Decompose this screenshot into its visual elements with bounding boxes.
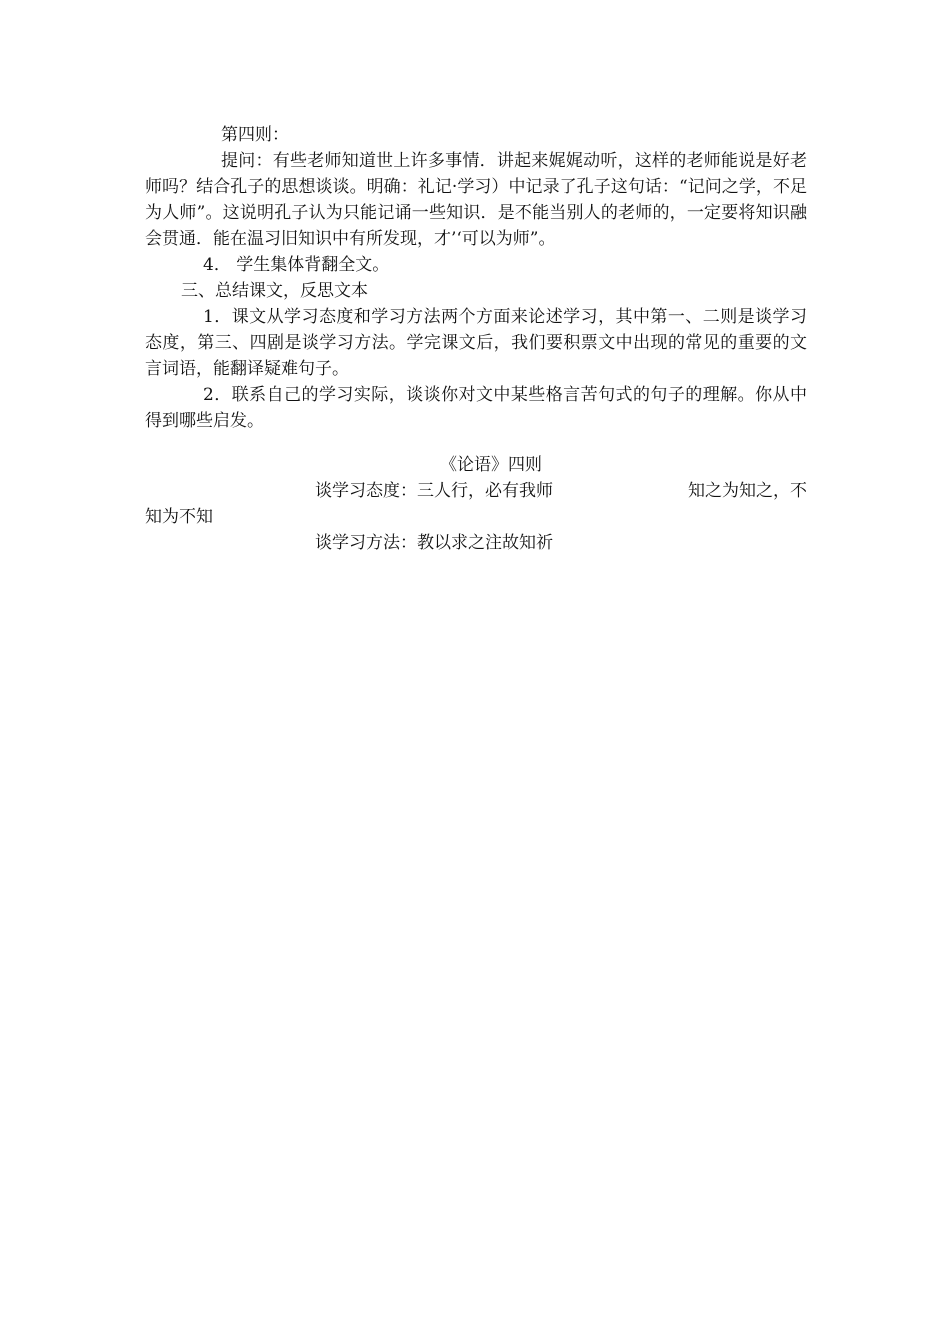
board-attitude-right: 知之为知之，不 <box>688 481 807 501</box>
board-attitude-label: 谈学习态度：三人行，必有我师 <box>315 481 553 501</box>
summary-item-1: 1．课文从学习态度和学习方法两个方面来论述学习，其中第一、二则是谈学习态度，第三、四剧是谈学习方法。学完课文后，我们要积票文中出现的常见的重要的文言词语，能翻译疑难句子。 <box>145 307 807 379</box>
section-three-heading: 三、总结课文，反思文本 <box>181 281 368 301</box>
board-title: 《论语》四则 <box>440 455 542 475</box>
board-method-label: 谈学习方法：教以求之注故知祈 <box>315 533 553 553</box>
summary-item-2: 2．联系自己的学习实际，谈谈你对文中某些格言苦句式的句子的理解。你从中得到哪些启发。 <box>145 385 807 431</box>
section-four-heading: 第四则： <box>221 125 289 145</box>
board-attitude-wrap: 知为不知 <box>145 507 213 527</box>
board-attitude-row <box>145 478 807 504</box>
document-body <box>145 122 807 556</box>
recite-item: 4． 学生集体背翻全文。 <box>203 255 390 275</box>
spacer <box>145 434 807 452</box>
question-paragraph: 提问：有些老师知道世上许多事情．讲起来娓娓动听，这样的老师能说是好老师吗？结合孔子的思想谈谈。明确：礼记·学习）中记录了孔子这句话：“记问之学，不足为人师”。这说明孔子认为只能记诵一些知识．是不能当别人的老师的，一定要将知识融会贯通．能在温习旧知识中有所发现，才’‘可以为师”。 <box>145 151 807 249</box>
